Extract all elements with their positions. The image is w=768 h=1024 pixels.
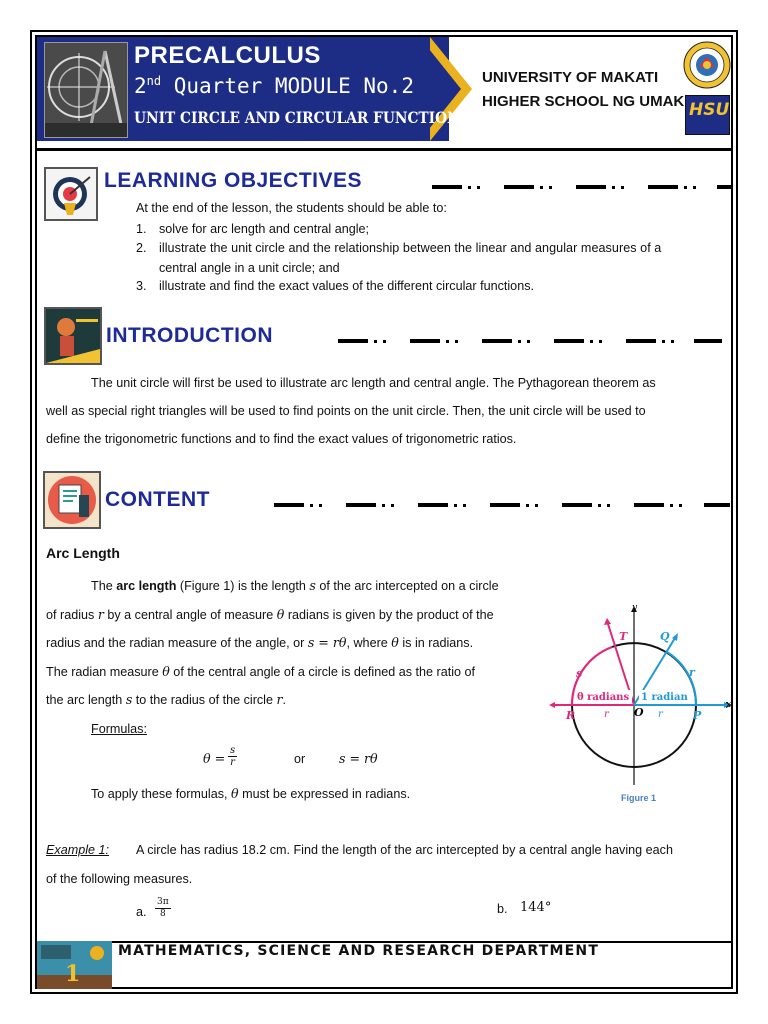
arc-length-para-line-2: of radius r by a central angle of measure θ radians is given by the product of the bbox=[46, 607, 494, 622]
label-s: s bbox=[576, 667, 583, 680]
objective-2-text-cont: central angle in a unit circle; and bbox=[159, 261, 340, 275]
label-T: T bbox=[619, 630, 628, 643]
label-r-left: r bbox=[604, 709, 609, 720]
unit-circle-figure bbox=[546, 598, 736, 806]
arc-length-subheading: Arc Length bbox=[46, 545, 120, 561]
arc-length-para-line-3: radius and the radian measure of the angle, or s = rθ, where θ is in radians. bbox=[46, 635, 474, 650]
content-heading: CONTENT bbox=[105, 488, 210, 511]
label-P: P bbox=[693, 709, 702, 722]
objective-2-text: illustrate the unit circle and the relationship between the linear and angular measures of a bbox=[159, 241, 662, 255]
objective-2-number: 2. bbox=[136, 241, 147, 255]
target-icon bbox=[44, 167, 98, 221]
arc-length-para-line-5: the arc length s to the radius of the circle r. bbox=[46, 692, 287, 707]
label-theta-radians: θ radians bbox=[577, 692, 630, 703]
formula-theta-lhs: θ = bbox=[203, 751, 226, 766]
label-R: R bbox=[566, 709, 576, 722]
header-divider bbox=[37, 148, 733, 151]
label-y: y bbox=[632, 603, 638, 613]
header-compass-image bbox=[44, 42, 128, 138]
introduction-heading: INTRODUCTION bbox=[106, 324, 273, 347]
formula-or: or bbox=[294, 752, 306, 766]
formulas-label: Formulas: bbox=[91, 722, 147, 736]
example-label: Example 1: bbox=[46, 843, 109, 857]
example-a-fraction: $\frac{3\pi}{8}$ bbox=[157, 897, 169, 919]
objective-3-text: illustrate and find the exact values of the different circular functions. bbox=[159, 279, 534, 293]
intro-line-2: well as special right triangles will be used to find points on the unit circle. Then, the unit circle will be used to bbox=[46, 404, 646, 418]
header-module: 2nd Quarter MODULE No.2 bbox=[134, 74, 414, 98]
page-number: 1 bbox=[65, 961, 81, 987]
example-b-value: 144° bbox=[520, 900, 552, 915]
learning-objectives-heading: LEARNING OBJECTIVES bbox=[104, 169, 363, 192]
content-icon bbox=[43, 471, 101, 529]
label-r-slant: r bbox=[689, 666, 695, 679]
heading-dash-line bbox=[338, 338, 722, 344]
school-name: HIGHER SCHOOL NG UMAK bbox=[482, 93, 685, 110]
hsu-logo: HSU bbox=[685, 95, 730, 135]
heading-dash-line bbox=[274, 502, 730, 508]
figure-caption: Figure 1 bbox=[621, 793, 657, 803]
objective-1-text: solve for arc length and central angle; bbox=[159, 222, 370, 236]
label-O: O bbox=[634, 706, 644, 719]
example-line-1: A circle has radius 18.2 cm. Find the length of the arc intercepted by a central angle having each bbox=[136, 843, 673, 857]
objective-3-number: 3. bbox=[136, 279, 147, 293]
label-Q: Q bbox=[660, 630, 670, 643]
label-x: x bbox=[726, 700, 732, 710]
intro-line-3: define the trigonometric functions and to find the exact values of trigonometric ratios. bbox=[46, 432, 517, 446]
label-r-right: r bbox=[658, 709, 663, 720]
formula-note: To apply these formulas, θ must be expressed in radians. bbox=[91, 786, 411, 801]
formula-arc-length: s = rθ bbox=[339, 751, 378, 766]
arc-length-para-line-1: The arc length (Figure 1) is the length s of the arc intercepted on a circle bbox=[91, 578, 499, 593]
header-title: PRECALCULUS bbox=[134, 42, 321, 69]
intro-line-1: The unit circle will first be used to illustrate arc length and central angle. The Pythagorean theorem as bbox=[91, 376, 656, 390]
introduction-icon bbox=[44, 307, 102, 365]
formula-theta-fraction: $\frac{s}{r}$ bbox=[230, 745, 236, 768]
footer-classroom-image bbox=[37, 941, 112, 989]
university-name: UNIVERSITY OF MAKATI bbox=[482, 69, 659, 86]
objectives-intro: At the end of the lesson, the students should be able to: bbox=[136, 201, 447, 215]
arc-length-para-line-4: The radian measure θ of the central angle of a circle is defined as the ratio of bbox=[46, 664, 476, 679]
header-subtitle: UNIT CIRCLE AND CIRCULAR FUNCTIONS bbox=[134, 108, 470, 127]
example-a-label: a. bbox=[136, 905, 147, 919]
label-one-radian: 1 radian bbox=[641, 692, 688, 703]
objective-1-number: 1. bbox=[136, 222, 147, 236]
heading-dash-line bbox=[432, 184, 732, 190]
example-line-2: of the following measures. bbox=[46, 872, 193, 886]
example-b-label: b. bbox=[497, 902, 508, 916]
footer-department: MATHEMATICS, SCIENCE AND RESEARCH DEPARTMENT bbox=[118, 943, 600, 959]
university-seal-logo bbox=[683, 41, 731, 89]
